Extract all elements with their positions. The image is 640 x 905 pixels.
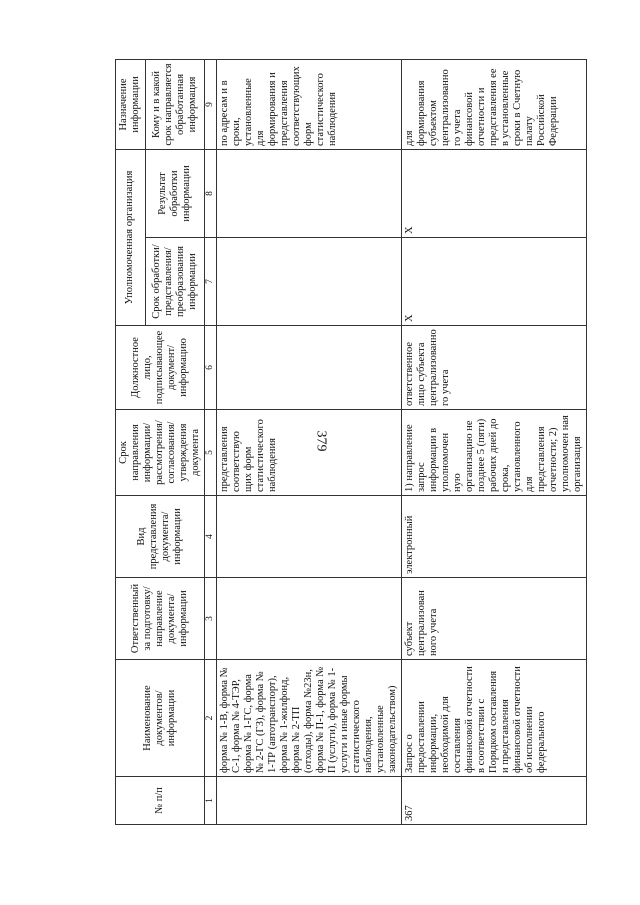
- row-b-name: Запрос о предоставлении информации, необходимой для составления финансовой отчетности в соответствии с Порядком составления и представления финансовой отчетности об исполнении федерального: [402, 660, 587, 777]
- row-a-type: [217, 496, 402, 578]
- column-number: 6: [205, 326, 217, 410]
- row-b-deadline: 1) направление запрос информации в уполномочен ную организацию не позднее 5 (пяти) рабочих дней до срока, установленного для представления отчетности; 2) уполномочен ная организация: [402, 410, 587, 496]
- row-a-name: форма № 1-В, форма № С-1, форма № 4-ТЭР, форма № 1-ГС, форма № 2-ГС (ГЗ), форма № 1-ТР (автотранспорт), форма № 1-жилфонд, форма № 2-ТП (отходы), форма №23н, форма № П-1, форма № П (услуги), форма № 1- услуги и иные формы статистического наблюдения, установленные законодательством): [217, 660, 402, 777]
- header-col-8: Результат обработки информации: [145, 150, 204, 238]
- header-col-4: Вид представления документа/ информации: [116, 496, 205, 578]
- row-a-official: [217, 326, 402, 410]
- table-row: [402, 60, 587, 825]
- header-col-2: Наименование документов/ информации: [116, 660, 205, 777]
- row-b-purpose: для формирования субъектом централизованно го учета финансовой отчетности и представления ее в установленные сроки в Счетную палату Российской Федерации: [402, 60, 587, 150]
- row-b-result: X: [402, 150, 587, 238]
- header-row-top: [116, 60, 146, 825]
- column-number: 8: [205, 150, 217, 238]
- header-col-6: Должностное лицо, подписывающее документ/ информацию: [116, 326, 205, 410]
- column-number-row: [205, 60, 217, 825]
- header-group-uo: Уполномоченная организация: [116, 150, 146, 326]
- row-b-official: ответственное лицо субъекта централизованно го учета: [402, 326, 587, 410]
- header-col-5: Срок направления информации/ рассмотрения/ согласования/ утверждения документа: [116, 410, 205, 496]
- row-a-result: [217, 150, 402, 238]
- header-col-7: Срок обработки/ представления/ преобразования информации: [145, 238, 204, 326]
- data-table: [115, 59, 587, 825]
- header-col-3: Ответственный за подготовку/ направление документа/ информации: [116, 578, 205, 660]
- column-number: 2: [205, 660, 217, 777]
- column-number: 3: [205, 578, 217, 660]
- column-number: 5: [205, 410, 217, 496]
- row-a-processing-term: [217, 238, 402, 326]
- rotated-page: [115, 60, 590, 825]
- row-a-purpose: по адресам и в сроки, установленные для формирования и представления соответствующих форм статистического наблюдения: [217, 60, 402, 150]
- row-a-responsible: [217, 578, 402, 660]
- table-row: [217, 60, 402, 825]
- row-b-number: 367: [402, 777, 587, 825]
- column-number: 7: [205, 238, 217, 326]
- header-col-9: Назначение информации: [116, 60, 146, 150]
- header-col-1: № п/п: [116, 777, 205, 825]
- header-col-9-sub: Кому и в какой срок направляется обработанная информация: [145, 60, 204, 150]
- row-b-processing-term: X: [402, 238, 587, 326]
- row-b-responsible: субъект централизован ного учета: [402, 578, 587, 660]
- page-number: 379: [313, 430, 328, 452]
- column-number: 1: [205, 777, 217, 825]
- column-number: 4: [205, 496, 217, 578]
- row-a-deadline: представления соответствую щих форм статистического наблюдения: [217, 410, 402, 496]
- column-number: 9: [205, 60, 217, 150]
- row-a-number: [217, 777, 402, 825]
- row-b-type: электронный: [402, 496, 587, 578]
